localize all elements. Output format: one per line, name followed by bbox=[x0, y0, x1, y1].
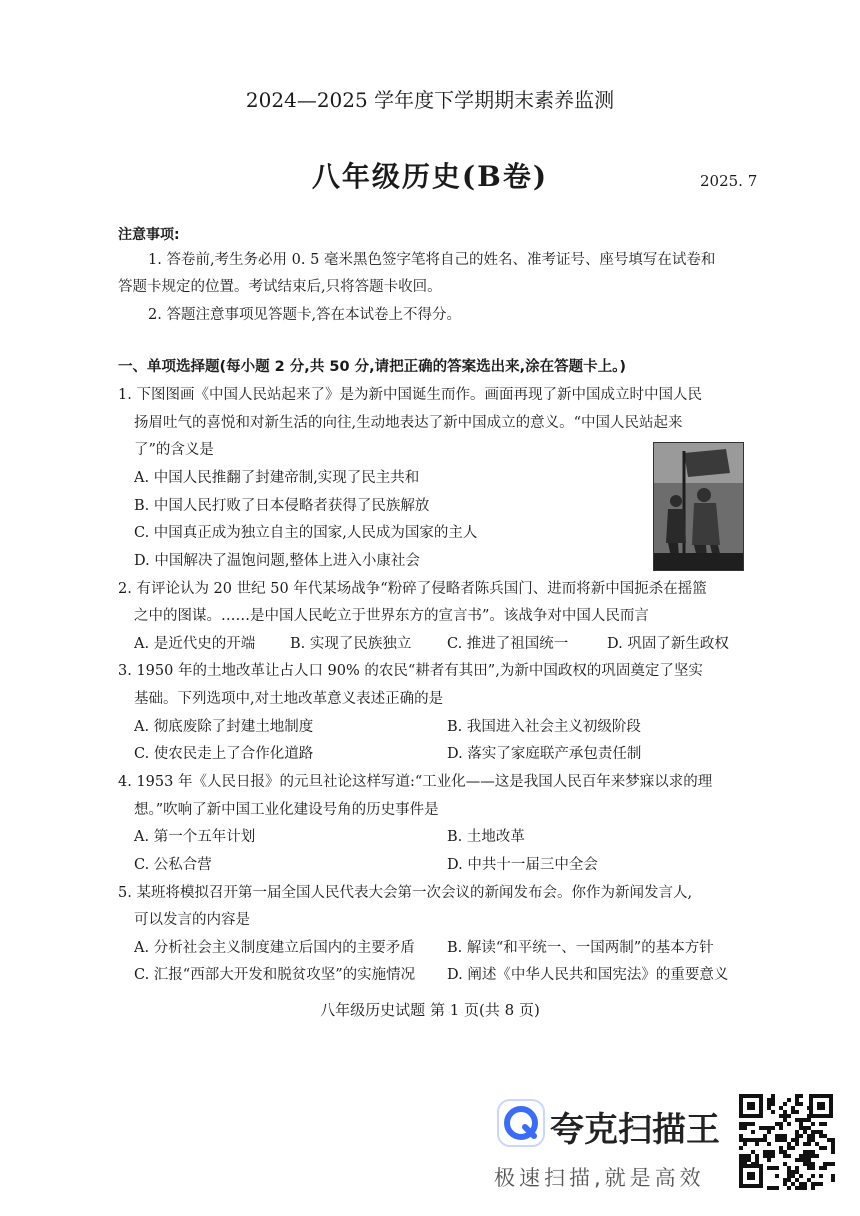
q2-option-a: A. 是近代史的开端 bbox=[134, 636, 256, 652]
q1-stem-line-3: 了”的含义是 bbox=[134, 442, 214, 458]
q1-stem-line-1: 1. 下图图画《中国人民站起来了》是为新中国诞生而作。画面再现了新中国成立时中国人民 bbox=[118, 387, 702, 403]
exam-date: 2025. 7 bbox=[700, 172, 758, 190]
notes-heading: 注意事项: bbox=[118, 227, 180, 243]
q4-option-d: D. 中共十一届三中全会 bbox=[447, 857, 598, 873]
q2-option-c: C. 推进了祖国统一 bbox=[447, 636, 569, 652]
q4-stem-line-2: 想。”吹响了新中国工业化建设号角的历史事件是 bbox=[134, 802, 439, 818]
scanner-watermark bbox=[492, 1092, 727, 1202]
notes-line-1b: 答题卡规定的位置。考试结束后,只将答题卡收回。 bbox=[118, 279, 442, 295]
q3-option-d: D. 落实了家庭联产承包责任制 bbox=[447, 746, 642, 762]
q4-stem-line-1: 4. 1953 年《人民日报》的元旦社论这样写道:“工业化——这是我国人民百年来梦寐以求的理 bbox=[118, 774, 713, 790]
notes-line-2: 2. 答题注意事项见答题卡,答在本试卷上不得分。 bbox=[148, 307, 462, 323]
q1-option-c: C. 中国真正成为独立自主的国家,人民成为国家的主人 bbox=[134, 525, 478, 541]
q5-stem-line-2: 可以发言的内容是 bbox=[134, 912, 250, 928]
q5-option-c: C. 汇报“西部大开发和脱贫攻坚”的实施情况 bbox=[134, 967, 416, 983]
q3-stem-line-1: 3. 1950 年的土地改革让占人口 90% 的农民“耕者有其田”,为新中国政权的巩固奠定了坚实 bbox=[118, 663, 703, 679]
q2-option-d: D. 巩固了新生政权 bbox=[607, 636, 729, 652]
q1-option-a: A. 中国人民推翻了封建帝制,实现了民主共和 bbox=[134, 470, 420, 486]
q2-stem-line-2: 之中的图谋。……是中国人民屹立于世界东方的宣言书”。该战争对中国人民而言 bbox=[134, 608, 649, 624]
q3-option-b: B. 我国进入社会主义初级阶段 bbox=[447, 719, 641, 735]
q2-option-b: B. 实现了民族独立 bbox=[290, 636, 412, 652]
q1-option-b: B. 中国人民打败了日本侵略者获得了民族解放 bbox=[134, 498, 430, 514]
q4-option-c: C. 公私合营 bbox=[134, 857, 212, 873]
people-standing-up-painting bbox=[653, 442, 744, 571]
q5-option-d: D. 阐述《中华人民共和国宪法》的重要意义 bbox=[447, 967, 729, 983]
q3-option-c: C. 使农民走上了合作化道路 bbox=[134, 746, 314, 762]
q1-stem-line-2: 扬眉吐气的喜悦和对新生活的向往,生动地表达了新中国成立的意义。“中国人民站起来 bbox=[134, 415, 683, 431]
q4-option-a: A. 第一个五年计划 bbox=[134, 829, 256, 845]
subject-title: 八年级历史(B卷) bbox=[311, 160, 549, 193]
section-title: 一、单项选择题(每小题 2 分,共 50 分,请把正确的答案选出来,涂在答题卡上。) bbox=[118, 359, 626, 375]
watermark-name: 夸克扫描王 bbox=[550, 1110, 720, 1150]
notes-line-1a: 1. 答卷前,考生务必用 0. 5 毫米黑色签字笔将自己的姓名、准考证号、座号填写在试卷和 bbox=[148, 252, 716, 268]
q5-option-b: B. 解读“和平统一、一国两制”的基本方针 bbox=[447, 940, 714, 956]
q1-option-d: D. 中国解决了温饱问题,整体上进入小康社会 bbox=[134, 553, 420, 569]
q5-option-a: A. 分析社会主义制度建立后国内的主要矛盾 bbox=[134, 940, 415, 956]
exam-title: 2024—2025 学年度下学期期末素养监测 bbox=[245, 88, 615, 112]
q2-stem-line-1: 2. 有评论认为 20 世纪 50 年代某场战争“粉碎了侵略者陈兵国门、进而将新中国扼杀在摇篮 bbox=[118, 581, 707, 597]
page-footer: 八年级历史试题 第 1 页(共 8 页) bbox=[320, 1001, 540, 1019]
q3-stem-line-2: 基础。下列选项中,对土地改革意义表述正确的是 bbox=[134, 691, 444, 707]
q5-stem-line-1: 5. 某班将模拟召开第一届全国人民代表大会第一次会议的新闻发布会。你作为新闻发言人, bbox=[118, 885, 693, 901]
q3-option-a: A. 彻底废除了封建土地制度 bbox=[134, 719, 314, 735]
q4-option-b: B. 土地改革 bbox=[447, 829, 525, 845]
qr-code bbox=[737, 1092, 835, 1190]
watermark-slogan: 极速扫描,就是高效 bbox=[494, 1166, 705, 1190]
